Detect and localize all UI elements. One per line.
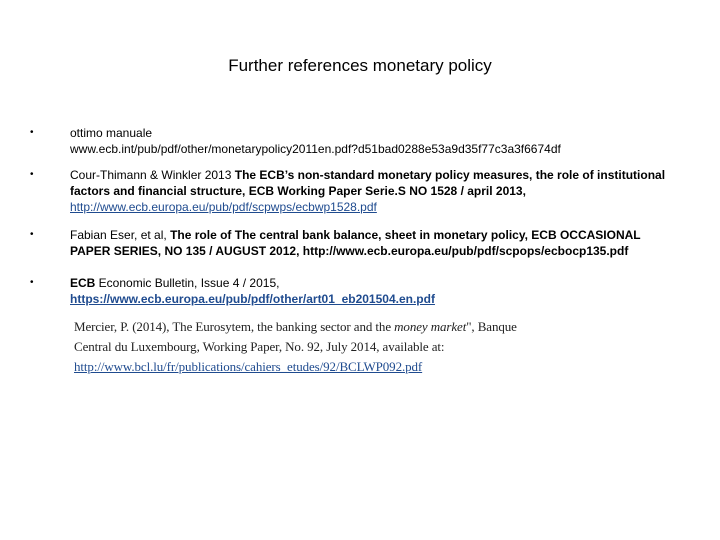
list-item	[30, 275, 680, 305]
reference-link[interactable]: www.ecb.int/pub/pdf/other/monetarypolicy2011en.pdf?d51bad0288e53a9d35f77c3a3f6674df	[70, 142, 561, 156]
reference-author: ECB	[70, 276, 96, 290]
citation-italic: money market	[394, 319, 467, 334]
bullet: •	[30, 169, 34, 180]
reference-title: The role of The central bank balance, sheet in monetary policy, ECB OCCASIONAL PAPER SERIES, NO 135 / AUGUST 2012, http://www.ecb.europa.eu/pub/pdf/scpops/ecbocp135.pdf	[70, 228, 641, 258]
bullet: •	[30, 277, 34, 288]
citation-text: , The Eurosytem, the banking sector and the	[166, 319, 395, 334]
reference-title: The ECB’s non-standard monetary policy measures, the role of institutional factors and financial structure, ECB Working Paper Serie.S NO 1528 / april 2013,	[70, 168, 666, 198]
citation-author: Mercier, P. (2014)	[74, 319, 167, 334]
reference-author: Fabian Eser, et al,	[70, 228, 167, 242]
reference-text: ottimo manuale	[70, 126, 153, 140]
list-item	[30, 125, 680, 167]
citation-text-2: ", Banque Central du Luxembourg, Working Paper, No. 92, July 2014, available at:	[74, 319, 517, 354]
slide-title: Further references monetary policy	[228, 56, 492, 75]
bullet: •	[30, 127, 34, 138]
scanned-citation	[74, 317, 554, 377]
bullet: •	[30, 229, 34, 240]
reference-list	[30, 125, 680, 305]
list-item	[30, 167, 680, 227]
reference-link[interactable]: http://www.ecb.europa.eu/pub/pdf/scpwps/ecbwp1528.pdf	[70, 200, 377, 214]
citation-link[interactable]: http://www.bcl.lu/fr/publications/cahiers_etudes/92/BCLWP092.pdf	[74, 359, 423, 374]
reference-author: Cour-Thimann & Winkler 2013	[70, 168, 232, 182]
reference-link[interactable]: https://www.ecb.europa.eu/pub/pdf/other/art01_eb201504.en.pdf	[70, 292, 435, 306]
reference-title: Economic Bulletin, Issue 4 / 2015,	[95, 276, 280, 290]
list-item	[30, 227, 680, 275]
